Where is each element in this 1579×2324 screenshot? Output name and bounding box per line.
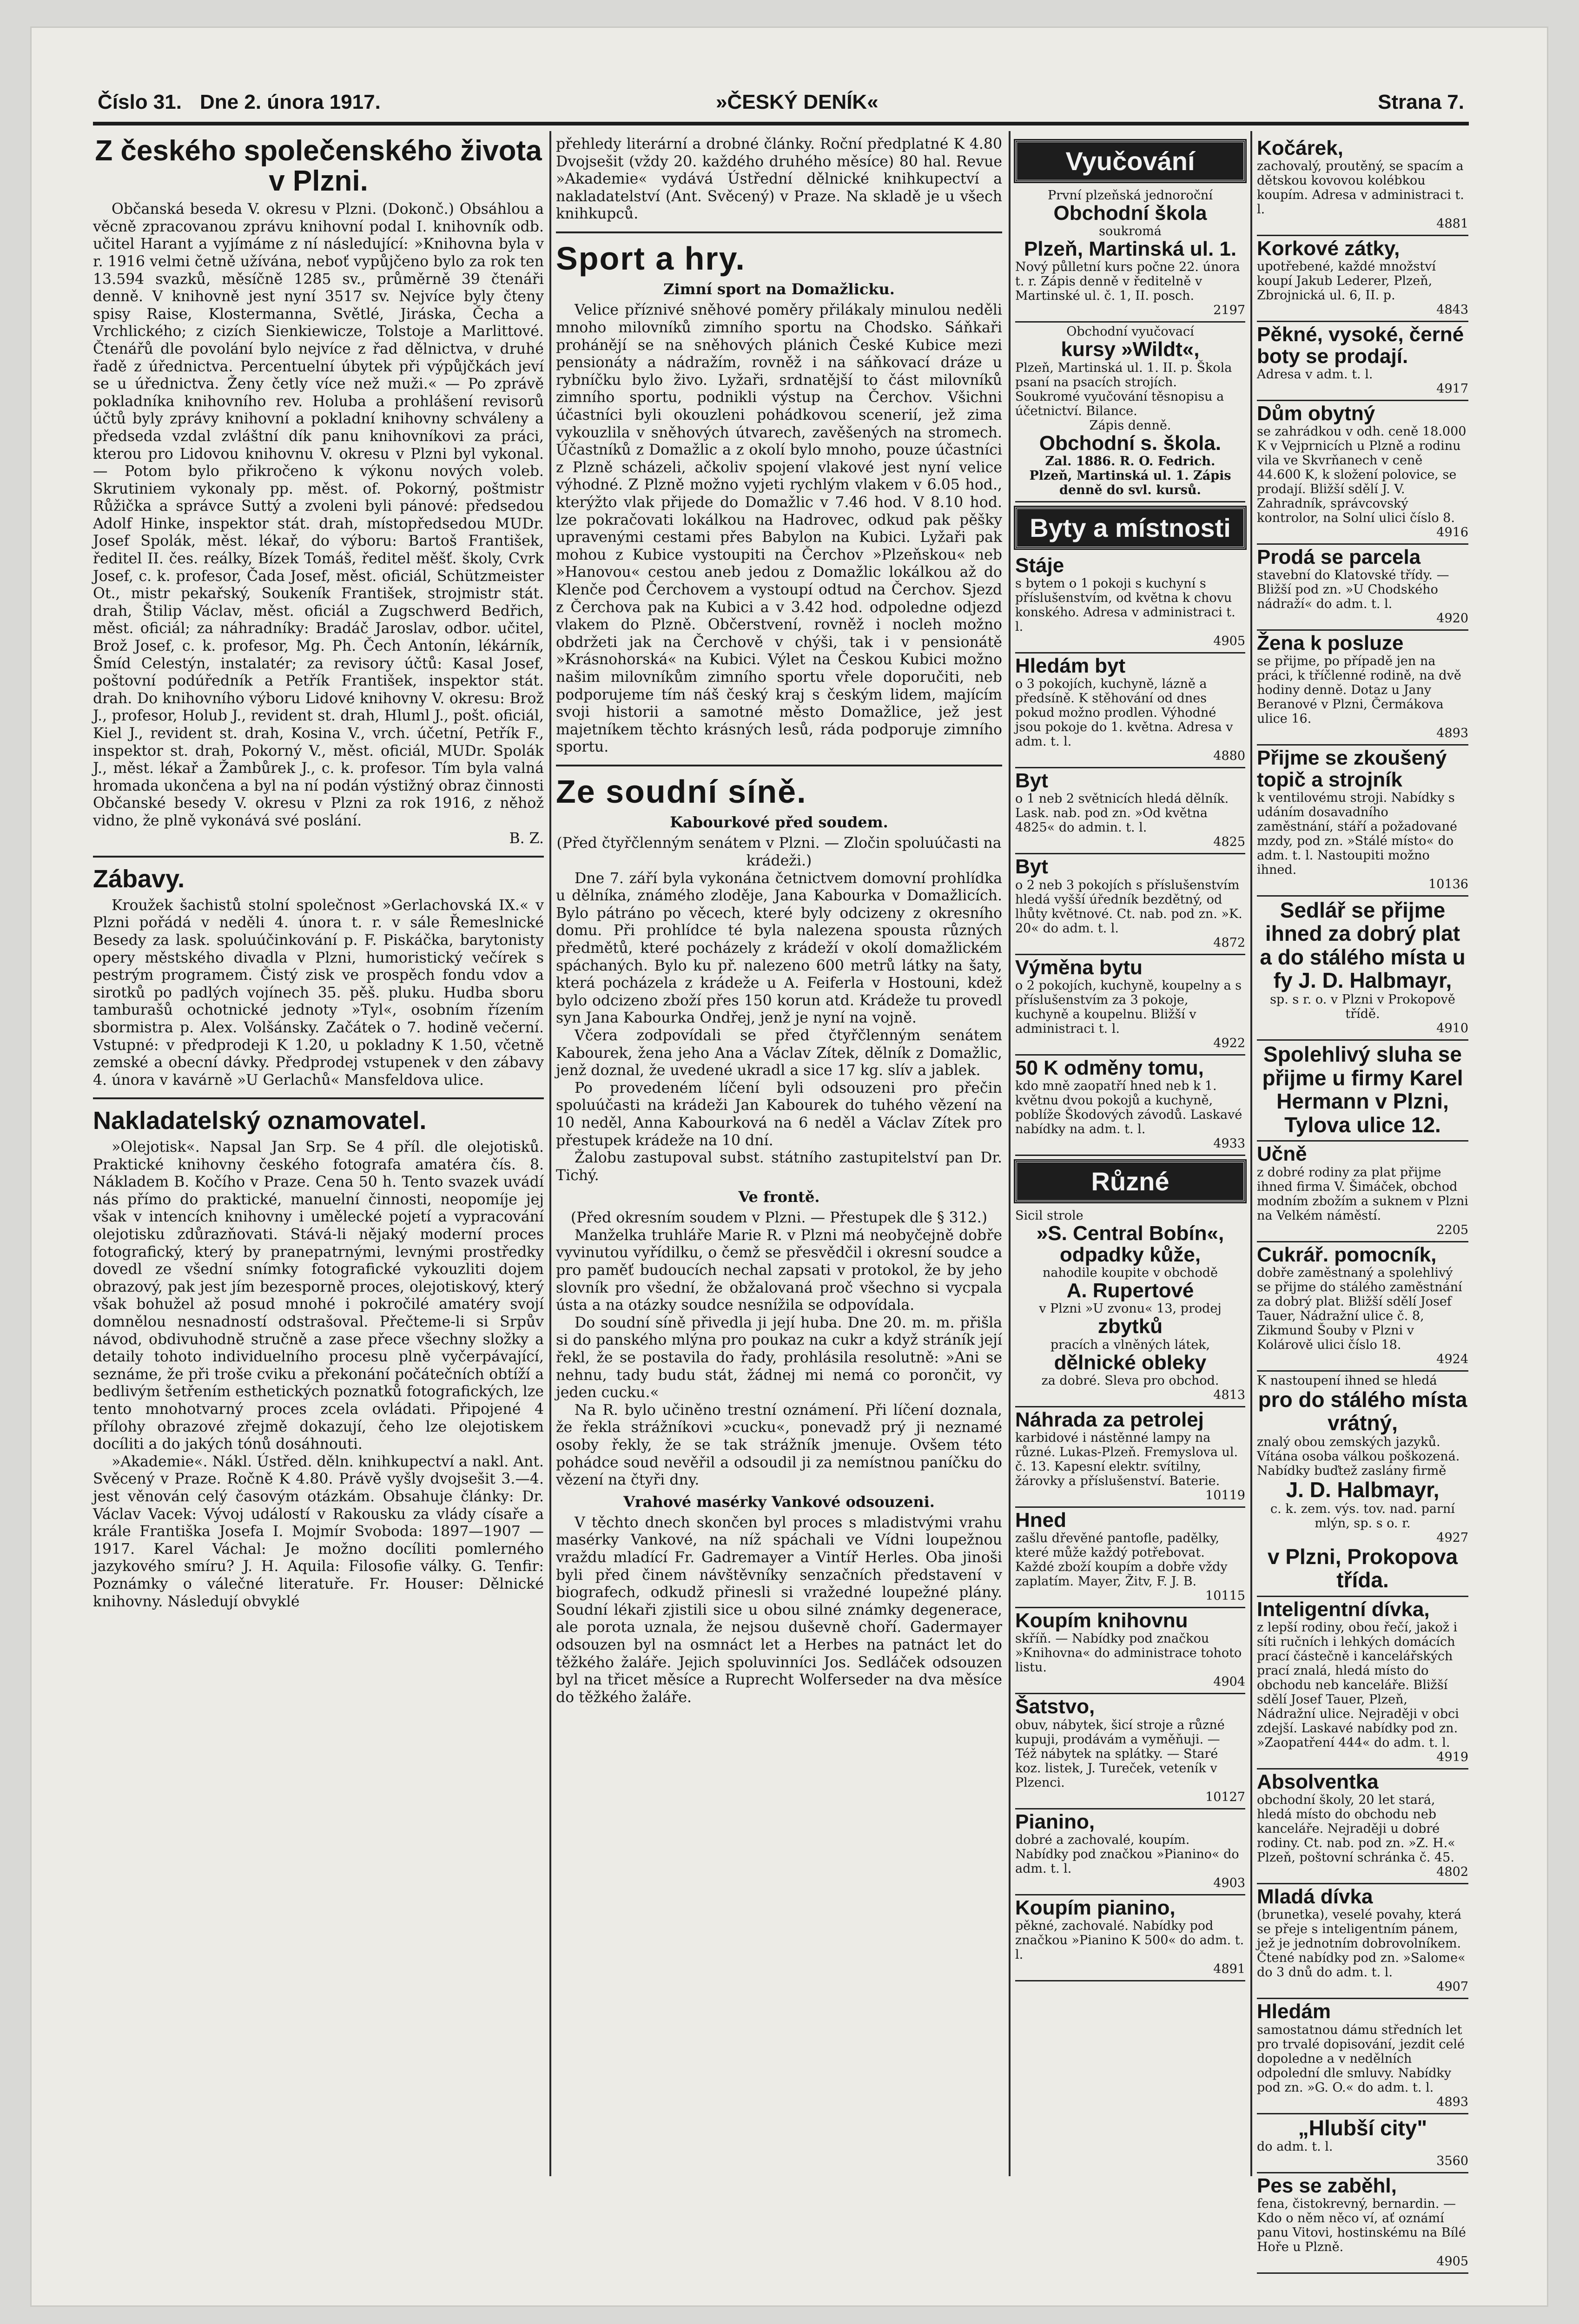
column-4 — [1257, 136, 1468, 2269]
ad-text: kdo mně zaopatří hned neb k 1. květnu dvou pokojů a kuchyně, poblíže Škodových závodů. Laskavé nabídky na adm. t. l. — [1015, 1078, 1242, 1136]
ad-text: samostatnou dámu středních let pro trvalé dopisování, jezdit celé dopoledne a v nedělních odpolední dle smluvy. Nabídky pod zn. »G. O.« do adm. t. l. — [1257, 2022, 1465, 2095]
column-2 — [556, 136, 1002, 2167]
ad-text: s bytem o 1 pokoji s kuchyní s příslušenstvím, od května k chovu konského. Adresa v administraci t. l. — [1015, 576, 1235, 634]
ad-number: 4905 — [1213, 634, 1245, 648]
ad-title: Absolventka — [1257, 1770, 1379, 1793]
ad-text: z lepší rodiny, obou řečí, jakož i síti ručních i lehkých domácích prací částečně i kancelářských prací znalá, hledá místo do obchodu neb kanceláře. Bližší sdělí Josef Tauer, Plzeň, Nádražní ulice. Nejraději v obci zdejší. Laskavé nabídky pod zn. »Zaopatření 444« do adm. t. l. — [1257, 1620, 1459, 1750]
article-body: Velice příznivé sněhové poměry přilákaly minulou neděli mnoho milovníků zimního sportu na Chodsko. Sáňkaři prohánějí se na sněhových plánich České Kubice mezi pensionáty a nádražím, rovněž i na sáňkovací dráze u rybníčku bylo živo. Lyžaři, srdnatější to část milovníků zimního sportu, podnikli výstup na Čerchov. Všichni účastníci byli okouzleni pohádkovou scenerií, jež zima vykouzlila v sněhových útvarech, zavěšených na stromech. Účastníků z Domažlic a z okolí bylo mnoho, pouze účastníci z Plzně scházeli, ačkoliv spojení vlakové jest nyní velice výhodné. Z Plzně možno vyjeti rychlým vlakem v 6.05 hod., kterýžto vlak přijede do Domažlic v 7.46 hod. V 8.10 hod. lze pokračovati lokálkou na Hadrovec, odkud pak pěšky upravenými cestami přes Babylon na Kubici. Lyžaři pak mohou z Kubice vystoupiti na Čerchov »Plzeňskou« neb »Hanovou« cestou aneb jedou z Domažlic lokálkou až do Klenče pod Čerchovem a vystoupí odtud na Čerchov. Sjezd z Čerchova pak na Kubici a v 3.42 hod. odpoledne odjezd vlakem do Plzně. Občerstvení, rovněž i nocleh možno obdržeti jak na Čerchově v chýši, tak i v pensionátě »Krásnohorská« na Kubici. Výlet na Českou Kubici možno našim milovníkům zimního sportu vřele doporučiti, neb podporujeme tím náš český kraj s českým lidem, majícím svoji historii a samotné město Domažlice, jež jest majetníkem těchto krásných lesů, ráda podporuje zimního sportu. — [556, 302, 1002, 756]
ad-number: 4933 — [1213, 1136, 1245, 1151]
issue-date: Dne 2. února 1917. — [200, 91, 381, 113]
ad-block — [1015, 1608, 1245, 1694]
ad-title: zbytků — [1097, 1315, 1163, 1338]
ad-number: 4802 — [1436, 1865, 1468, 1880]
article-body: »Akademie«. Nákl. Ústřed. děln. knihkupectví a nakl. Ant. Svěcený v Praze. Ročně K 4.80. Právě vyšly dvojsešit 3.—4. jest věnován celý časovým otázkám. Obsahuje články: Dr. Václav Vacek: Vývoj událostí v Rakousku za vlády císaře a krále Františka Josefa I. Mojmír Svoboda: 1897—1907 —1917. Karel Váchal: Je možno docíliti pomlerného jazykového smíru? J. H. Aquila: Filosofie války. G. Tenfir: Poznámky o válečné literatuře. Fr. Houser: Dělnické knihovny. Následují obvyklé — [93, 1453, 544, 1610]
ad-block — [1015, 1895, 1245, 1981]
ad-block — [1257, 1884, 1468, 1999]
ad-text: o 2 pokojích, kuchyně, koupelny a s příslušenstvím za 3 pokoje, kuchyně a koupelnu. Bližší v administraci t. l. — [1015, 978, 1242, 1036]
ad-number: 4891 — [1213, 1961, 1245, 1976]
ad-text: Nový půlletní kurs počne 22. února t. r. Zápis denně v ředitelně v Martinské ul. č. 1, II. posch. — [1015, 260, 1240, 304]
article-title: Z českého společenského života v Plzni. — [95, 135, 542, 198]
ad-text: upotřebené, každé množství koupí Jakub Lederer, Plzeň, Zbrojnická ul. 6, II. p. — [1257, 259, 1436, 303]
ad-text: Sicil strole — [1015, 1208, 1083, 1223]
ad-title: Byt — [1015, 855, 1048, 878]
section-divider — [93, 1097, 544, 1099]
ad-block — [1257, 322, 1468, 401]
article-body: Včera zodpovídali se před čtyřčlenným senátem Kabourek, žena jeho Ana a Václav Zítek, dělník z Domažlic, jenž doznal, že uvedené ukradl a sice 17 kg. slív a jablek. — [556, 1027, 1002, 1079]
ad-title: Koupím pianino, — [1015, 1896, 1176, 1919]
section-title: Ze soudní síně. — [556, 773, 807, 810]
ad-block — [1257, 631, 1468, 746]
ad-number: 3560 — [1436, 2154, 1468, 2169]
ad-text: pěkné, zachovalé. Nabídky pod značkou »Pianino K 500« do adm. t. l. — [1015, 1918, 1244, 1962]
ad-title: dělnické obleky — [1054, 1351, 1207, 1374]
article-body: Žalobu zastupoval subst. státního zastupitelství pan Dr. Tichý. — [556, 1149, 1002, 1184]
ad-block — [1015, 1508, 1245, 1608]
ad-block — [1015, 1694, 1245, 1809]
ad-title: Koupím knihovnu — [1015, 1609, 1188, 1632]
ad-number: 4922 — [1213, 1036, 1245, 1050]
ad-number: 4881 — [1436, 217, 1468, 231]
ad-block — [1015, 768, 1245, 854]
column-divider-1 — [549, 131, 551, 2176]
article-subtitle: Vrahové masérky Vankové odsouzeni. — [623, 1492, 935, 1511]
ad-title: Pianino, — [1015, 1810, 1095, 1833]
article-subtitle: Ve frontě. — [738, 1188, 820, 1206]
ad-number: 4872 — [1213, 935, 1245, 950]
ad-list — [1015, 553, 1245, 1156]
ad-text: Adresa v adm. t. l. — [1257, 367, 1373, 382]
ad-text: zachovalý, proutěný, se spacím a dětskou kovovou kolébkou koupím. Adresa v administraci t. l. — [1257, 159, 1464, 217]
article-body: přehledy literární a drobné články. Roční předplatné K 4.80 Dvojsešit (vždy 20. každého druhého měsíce) 80 hal. Revue »Akademie« vydává Ústřední dělnické knihkupectví a nakladatelství (Ant. Svěcený) v Praze. Na skladě je u všech knihkupců. — [556, 136, 1002, 223]
ad-text: (brunetka), veselé povahy, která se přeje s inteligentním pánem, jež je jednotním dobrovolníkem. Čtené nabídky pod zn. »Salome« do 3 dnů do adm. t. l. — [1257, 1908, 1466, 1980]
ad-block — [1257, 1142, 1468, 1242]
article-body: Kroužek šachistů stolní společnost »Gerlachovská IX.« v Plzni pořádá v neděli 4. února t. r. v sále Řemeslnické Besedy za lask. spoluúčinkování p. F. Piskáčka, barytonisty opery městského divadla v Plzni, humoristický večírek s pestrým programem. Čistý zisk ve prospěch fondu vdov a sirotků po padlých vojínech 35. pěš. pluku. Hudba sboru tamburašů ochotnické jednoty »Tyl«, osobním řízením sbormistra p. Alex. Volšánsky. Začátek o 7. hodině večerní. Vstupné: v předprodeji K 1.20, u pokladny K 1.50, včetně zemské a obecní dávky. Předprodej vstupenek v den zábavy 4. února v kavárně »U Gerlachů« Mansfeldova ulice. — [93, 897, 544, 1089]
ad-block — [1257, 236, 1468, 322]
ad-list — [1257, 1142, 1468, 1371]
article-lead: (Před okresním soudem v Plzni. — Přestupek dle § 312.) — [570, 1209, 988, 1227]
article-body: Do soudní síně přivedla ji její huba. Dne 20. m. m. přišla si do panského mlýna pro poukaz na cukr a když stráník její řekl, že se postavila do řady, prohlásila resolutně: »Ani se nehnu, tady budu stát, žádnej mi nemá co porončit, vy jeden cucku.« — [556, 1314, 1002, 1401]
ad-title: Šatstvo, — [1015, 1695, 1095, 1718]
ad-title: Pes se zaběhl, — [1257, 2174, 1397, 2198]
ad-text: dobré a zachovalé, koupím. Nabídky pod značkou »Pianino« do adm. t. l. — [1015, 1832, 1239, 1876]
ad-block — [1015, 1407, 1245, 1508]
ad-title: Hned — [1015, 1509, 1066, 1532]
ad-text: Plzeň, Martinská ul. 1. II. p. Škola psaní na psacích strojích. Soukromé vyučování těsnopisu a účetnictví. Bilance. — [1015, 360, 1232, 418]
ad-title: Sedlář se přijme ihned za dobrý plat a do stálého místa u fy J. D. Halbmayr, — [1260, 898, 1466, 993]
ad-title: Stáje — [1015, 554, 1064, 577]
ad-block — [1257, 1372, 1468, 1597]
ad-text: Plzeň, Martinská ul. 1. Zápis denně do svl. kursů. — [1029, 468, 1231, 497]
page-number: Strana 7. — [1378, 91, 1464, 113]
section-banner: Vyučování — [1015, 140, 1245, 182]
article-title: Zábavy. — [93, 865, 185, 893]
ad-title: v Plzni, Prokopova třída. — [1268, 1544, 1458, 1592]
ad-number: 4905 — [1436, 2254, 1468, 2269]
ad-title: Kočárek, — [1257, 137, 1343, 159]
ad-text: První plzeňská jednoroční — [1048, 188, 1213, 203]
section-divider — [93, 856, 544, 858]
ad-number: 4927 — [1436, 1530, 1468, 1545]
ad-text: Zal. 1886. R. O. Fedrich. — [1045, 454, 1216, 469]
ad-text: z dobré rodiny za plat přijme ihned firma V. Šimáček, obchod modním zbožím a suknem v Plzni na Velkém náměstí. — [1257, 1165, 1468, 1223]
ad-title: Hledám byt — [1015, 654, 1126, 677]
article-body: »Olejotisk«. Napsal Jan Srp. Se 4 příl. dle olejotisků. Praktické knihovny českého fotografa amatéra čís. 8. Nákladem B. Kočího v Praze. Cena 50 h. Tento svazek uvádí nás přímo do praktické, manuelní činnosti, neopomíje jej však v intencích knihovny i umělecké pojetí a vypracování olejotisku zdůrazňovati. Stává-li nějaký moderní proces fotografický, který by pranepatrnými, levnými prostředky dovedl ze všední snímky fotografické vykouzliti dojem obrazový, pak jest jím bezesporně proces, olejotiskový, který však bohužel až posud mnohé i pokročilé amatéry svojí domnělou nesnadností odstrašoval. Přečteme-li si Srpův návod, obdivuhodně stručně a zase přece všechny složky a detaily tohoto individuelního procesu plně vyčerpávající, seznáme, že při troše cviku a překonání počátečních obtíží a bedlivým šetřením esthetických poznatků fotografických, lze tento mnohotvarný proces zcela ovládati. Připojené 4 přílohy obrazové zřejmě dokazují, čeho lze olejotiskem docíliti a do jakých tónů dosáhnouti. — [93, 1139, 544, 1453]
article-title: Nakladatelský oznamovatel. — [93, 1107, 427, 1135]
ad-number: 4843 — [1436, 303, 1468, 317]
newspaper-name: »ČESKÝ DENÍK« — [716, 91, 879, 113]
ad-number: 4907 — [1436, 1980, 1468, 1994]
page-header — [98, 86, 1464, 119]
ad-number: 2197 — [1213, 303, 1245, 318]
ad-text: o 1 neb 2 světnicích hledá dělník. Lask. nab. pod zn. »Od května 4825« do admin. t. l. — [1015, 792, 1229, 835]
section-banner: Různé — [1015, 1161, 1245, 1202]
ad-block — [1257, 1597, 1468, 1769]
section-title: Sport a hry. — [556, 240, 746, 277]
ad-block — [1257, 746, 1468, 896]
ad-block — [1257, 136, 1468, 236]
ad-block — [1015, 1809, 1245, 1895]
ad-title: pro do stálého místa vrátný, — [1258, 1387, 1467, 1435]
article-body: Dne 7. září byla vykonána četnictvem domovní prohlídka u dělníka, známého zloděje, Jana Kabourka v Domažlicích. Bylo pátráno po věcech, které byly odcizeny z okresního domu. Při prohlídce té byla nalezena spousta různých předmětů, které pocházely z krádeží v okolí domažlickém spáchaných. Bylo ku př. nalezeno 600 metrů látky na šaty, která pocházela z krádeže u A. Feiferla v Hostouni, kdež bylo odcizeno zboží přes 150 korun atd. Krádeže tu provedl syn Jana Kabourka Ondřej, jenž je nyní na vojně. — [556, 870, 1002, 1027]
ad-text: o 3 pokojích, kuchyně, lázně a předsíně. K stěhování od dnes pokud možno prodlen. Výhodné jsou pokoje do 1. května. Adresa v adm. t. l. — [1015, 677, 1233, 749]
ad-title: Korkové zátky, — [1257, 237, 1400, 260]
ad-block — [1015, 1207, 1245, 1407]
ad-block — [1257, 545, 1468, 631]
ad-number: 4825 — [1213, 835, 1245, 850]
ad-text: se přijme, po případě jen na práci, k tříčlenné rodině, na dvě hodiny denně. Dotaz u Jany Beranové v Plzni, Čermákova ulice 16. — [1257, 654, 1461, 726]
ad-block — [1257, 1769, 1468, 1884]
ad-block — [1015, 955, 1245, 1056]
ad-title: Dům obytný — [1257, 402, 1375, 425]
ad-title: Hledám — [1257, 2000, 1331, 2023]
ad-number: 4919 — [1436, 1750, 1468, 1764]
ad-number: 10119 — [1205, 1488, 1245, 1503]
column-1 — [93, 136, 544, 2167]
ad-list — [1257, 1597, 1468, 2114]
section-divider — [556, 765, 1002, 766]
ad-block — [1257, 401, 1468, 545]
ad-text: k ventilovému stroji. Nabídky s udáním dosavadního zaměstnání, stáří a požadované mzdy, pod zn. »Stálé místo« do adm. t. l. Nastoupiti možno ihned. — [1257, 790, 1458, 877]
ad-text: skříň. — Nabídky pod značkou »Knihovna« do administrace tohoto listu. — [1015, 1631, 1242, 1675]
ad-title: Plzeň, Martinská ul. 1. — [1024, 238, 1237, 261]
article-subtitle: Zimní sport na Domažlicku. — [663, 280, 895, 298]
ad-title: Výměna bytu — [1015, 956, 1143, 979]
ad-text: do adm. t. l. — [1257, 2139, 1333, 2154]
ad-text: K nastoupení ihned se hledá — [1257, 1373, 1437, 1388]
column-3 — [1015, 136, 1245, 2167]
ad-block — [1257, 1242, 1468, 1372]
article-lead: (Před čtyřčlenným senátem v Plzni. — Zločin spoluúčasti na krádeži.) — [556, 835, 1002, 869]
ad-title: Cukrář. pomocník, — [1257, 1243, 1437, 1266]
ad-number: 4893 — [1436, 726, 1468, 741]
column-divider-2 — [1009, 131, 1011, 2176]
ad-block — [1015, 654, 1245, 768]
ad-title: Inteligentní dívka, — [1257, 1598, 1430, 1621]
ad-number: 4924 — [1436, 1352, 1468, 1367]
ad-title: Náhrada za petrolej — [1015, 1408, 1204, 1431]
ad-text: za dobré. Sleva pro obchod. — [1041, 1373, 1219, 1388]
ad-text: o 2 neb 3 pokojích s příslušenstvím hledá vyšší úředník bezdětný, od lhůty květnové. Ct. nab. pod zn. »K. 20« do adm. t. l. — [1015, 878, 1242, 936]
ad-title: Obchodní škola — [1053, 202, 1207, 224]
ad-text: Zápis denně. — [1089, 418, 1171, 433]
ad-text: dobře zaměstnaný a spolehlivý se přijme do stálého zaměstnání za dobrý plat. Bližší sdělí Josef Tauer, Nádražní ulice č. 8, Zikmund Šouby v Plzni v Kolárově ulici číslo 18. — [1257, 1265, 1462, 1352]
ad-number: 4893 — [1436, 2094, 1468, 2109]
ad-number: 10127 — [1205, 1789, 1245, 1804]
ad-text: sp. s r. o. v Plzni v Prokopově třídě. — [1270, 992, 1455, 1022]
ad-number: 4917 — [1436, 381, 1468, 396]
ad-text: c. k. zem. výs. tov. nad. parní mlýn, sp. s o. r. — [1270, 1501, 1455, 1531]
ad-block — [1015, 1056, 1245, 1156]
ad-text: obchodní školy, 20 let stará, hledá místo do obchodu neb kanceláře. Nejraději u dobré rodiny. Ct. nab. pod zn. »Z. H.« Plzeň, poštovní schránka č. 45. — [1257, 1793, 1455, 1865]
ad-number: 10115 — [1205, 1589, 1245, 1604]
ad-text: fena, čistokrevný, bernardin. — Kdo o něm něco ví, ať oznámí panu Vitovi, hostinskému na Bílé Hoře u Plzně. — [1257, 2197, 1466, 2255]
ad-number: 2205 — [1436, 1222, 1468, 1237]
ad-title: Žena k posluze — [1257, 632, 1404, 655]
ad-number: 10136 — [1428, 877, 1468, 891]
article-body: Na R. bylo učiněno trestní oznámení. Při líčení doznala, že řekla strážníkovi »cucku«, ponevadž prý ji neznamé osoby řekly, že se tak strážník jmenuje. Ovšem této pohádce soud nevěřil a odsoudil ji za nemístnou paníčku do vězení na čtyři dny. — [556, 1401, 1002, 1489]
ad-text: znalý obou zemských jazyků. Vítána osoba válkou poškozená. Nabídky buďtež zaslány firmě — [1257, 1435, 1460, 1478]
ad-number: 4904 — [1213, 1675, 1245, 1690]
ad-title: odpadky kůže, — [1059, 1243, 1201, 1267]
ad-text: soukromá — [1099, 224, 1162, 239]
ad-block — [1257, 1041, 1468, 1142]
ad-block — [1015, 323, 1245, 502]
ad-text: obuv, nábytek, šicí stroje a různé kupuji, prodávám a vyměňuji. — Též nábytek na splátky. — Staré koz. listek, J. Tureček, veteník v Plzenci. — [1015, 1717, 1225, 1790]
ad-number: 4813 — [1213, 1387, 1245, 1402]
header-rule — [93, 122, 1469, 125]
ad-text: karbidové i nástěnné lampy na různé. Lukas-Plzeň. Fremyslova ul. č. 13. Kapesní elektr. svítilny, žárovky a příslušenství. Baterie. — [1015, 1431, 1238, 1488]
ad-number: 4903 — [1213, 1875, 1245, 1890]
section-divider — [556, 231, 1002, 233]
ad-text: zašlu dřevěné pantofle, padělky, které může každý potřebovat. Každé zboží koupím a dobře vždy zaplatím. Mayer, Žitv, F. J. B. — [1015, 1531, 1228, 1589]
ad-number: 4880 — [1213, 749, 1245, 764]
ad-block — [1257, 2173, 1468, 2274]
ad-title: J. D. Halbmayr, — [1286, 1478, 1440, 1502]
article-body: Manželka truhláře Marie R. v Plzni má neobyčejně dobře vyvinutou vyřídilku, o čemž se přesvědčil i okresní soudce a pro paměť budoucích nechal zapsati v protokol, že by jeho slovník pro všední, že obžalovaná proč všechno si vycpala ústa a na otázky soudce nesnížila se odpovídala. — [556, 1227, 1002, 1314]
issue-number: Číslo 31. — [98, 91, 182, 113]
ad-list — [1015, 1407, 1245, 1981]
column-divider-3 — [1250, 131, 1252, 2176]
ad-block — [1257, 2114, 1468, 2174]
ad-block — [1015, 553, 1245, 654]
section-banner: Byty a místnosti — [1015, 507, 1245, 548]
ad-title: Pěkné, vysoké, černé boty se prodají. — [1257, 323, 1464, 368]
ad-title: Přijme se zkoušený topič a strojník — [1257, 746, 1447, 791]
ad-text: v Plzni »U zvonu« 13, prodej — [1039, 1301, 1222, 1316]
ad-text: stavební do Klatovské třídy. — Bližší pod zn. »U Chodského nádraží« do adm. t. l. — [1257, 568, 1449, 612]
ad-title: 50 K odměny tomu, — [1015, 1056, 1204, 1079]
ad-block — [1257, 1999, 1468, 2114]
ad-title: Obchodní s. škola. — [1039, 431, 1222, 455]
article-signature: B. Z. — [509, 830, 544, 847]
ad-title: Spolehlivý sluha se přijme u firmy Karel Hermann v Plzni, Tylova ulice 12. — [1262, 1042, 1463, 1137]
ad-block — [1015, 854, 1245, 955]
article-body: Občanská beseda V. okresu v Plzni. (Dokonč.) Obsáhlou a věcně zpracovanou zprávu knihovní podal I. knihovník odb. učitel Harant a vyjímáme z ní následující: »Knihovna byla v r. 1916 velmi četně užívána, neboť vypůjčeno bylo za rok ten 13.594 svazků, měsíčně 1285 sv., průměrně 39 čtenáři denně. V knihovně jest nyní 3517 sv. Nejvíce byly čteny spisy Raise, Klostermanna, Světlé, Jiráska, Čecha a Vrchlického; z cizích Sienkiewicze, Tolstoje a Marlittové. Čtenářů dle povolání bylo nejvíce z řad dělnictva, v druhé řadě z úřednictva. Percentuelní úbytek při výpůjčkách jeví se u úřednictva. Ženy četly více než muži.« — Po zprávě pokladníka knihovního rev. Holuba a prohlášení revisorů účtů byly zprávy knihovní a pokladní knihovny schváleny a předseda vzdal zvláštní dík panu knihovníkovi za práci, kterou pro Lidovou knihovnu V. okresu v Plzni byl vykonal. — Potom bylo přikročeno k výkonu nových voleb. Skrutiniem vykonaly pp. měst. of. Pokorný, poštmistr Růžička a správce Suttý a zvoleni byli pánové: předsedou Adolf Hinke, inspektor stát. drah, místopředsedou MUDr. Josef Spolák, měst. lékař, do výboru: Bartoš František, ředitel II. čes. reálky, Bízek Tomáš, ředitel měšť. školy, Cvrk Josef, c. k. profesor, Čada Josef, měst. oficiál, Schützmeister Ot., mistr pekařský, Soukeník František, strojmistr stát. drah, Štilip Václav, měst. oficiál a Zugschwerd Bedřich, měst. oficiál; za náhradníky: Bradáč Jaroslav, odbor. učitel, Brož Josef, c. k. profesor, Mg. Ph. Čech Antonín, lékárník, Šmíd Celestýn, instalatér; za revisory účtů: Kasal Josef, poštovní podúředník a Petřík František, inspektor stát. drah. Do knihovního výboru Lidové knihovny V. okresu: Brož J., profesor, Holub J., revident st. drah, Hluml J., pošt. oficiál, Kiel J., revident st. drah, Kosina V., vrch. účetní, Petřík F., inspektor st. drah, Pokorný V., měst. oficiál, MUDr. Spolák J., měst. lékař a Žambůrek J., c. k. profesor. Tím byla valná hromada ukončena a byl na ní podán výstižný obraz činnosti Občanské besedy V. okresu v Plzni za rok 1916, z něhož vidno, že plně vykonává své poslání. — [93, 201, 544, 829]
ad-text: nahodile koupite v obchodě — [1043, 1266, 1218, 1281]
ad-title: Učně — [1257, 1142, 1307, 1166]
ad-title: A. Rupertové — [1066, 1279, 1194, 1302]
ad-number: 4910 — [1436, 1021, 1468, 1036]
ad-title: Mladá dívka — [1257, 1885, 1373, 1908]
article-body: Po provedeném líčení byli odsouzeni pro přečin spoluúčasti na krádeži Jan Kabourek do tuhého vězení na 10 neděl, Anna Kabourková na 6 neděl a Václav Zítek pro přestupek krádeže na 10 dní. — [556, 1079, 1002, 1149]
ad-title: „Hlubší city" — [1298, 2115, 1427, 2140]
ad-number: 4916 — [1436, 525, 1468, 540]
ad-block — [1015, 186, 1245, 323]
ad-title: Byt — [1015, 769, 1048, 792]
ad-list — [1257, 136, 1468, 897]
ad-text: Obchodní vyučovací — [1066, 324, 1194, 339]
ad-text: se zahrádkou v odh. ceně 18.000 K v Vejprnicích u Plzně a rodinu vila ve Skvrňanech v ceně 44.600 K, k složení polovice, se prodají. Bližší sdělí J. V. Zahradník, správcovský kontrolor, na Solní ulici číslo 8. — [1257, 424, 1467, 525]
ad-text: pracích a vlněných látek, — [1050, 1337, 1210, 1352]
ad-block — [1257, 897, 1468, 1041]
article-subtitle: Kabourkové před soudem. — [670, 813, 888, 832]
article-body: V těchto dnech skončen byl proces s mladistvými vrahu masérky Vankové, na níž spáchali ve Vídni loupežnou vraždu mladící Fr. Gadremayer a Vintíř Herles. Oba jinoši byli před činem návštěvníky senzačních představení v biografech, odkudž přinesli si vražedné loupežné plány. Soudní lékaři zjistili sice u obou silné známky degenerace, ale porota uznala, že nejsou duševně choří. Gadermayer odsouzen byl na osmnáct let a Herbes na patnáct let do těžkého žaláře. Jejich spoluvinníci Jos. Sedláček odsouzen byl na třicet měsíce a Ruprecht Wolferseder na dva měsíce do těžkého žaláře. — [556, 1514, 1002, 1706]
ad-title: Prodá se parcela — [1257, 545, 1421, 568]
ad-number: 4920 — [1436, 611, 1468, 626]
ad-title: kursy »Wildt«, — [1061, 338, 1200, 361]
ad-title: »S. Central Bobín«, — [1036, 1221, 1224, 1245]
